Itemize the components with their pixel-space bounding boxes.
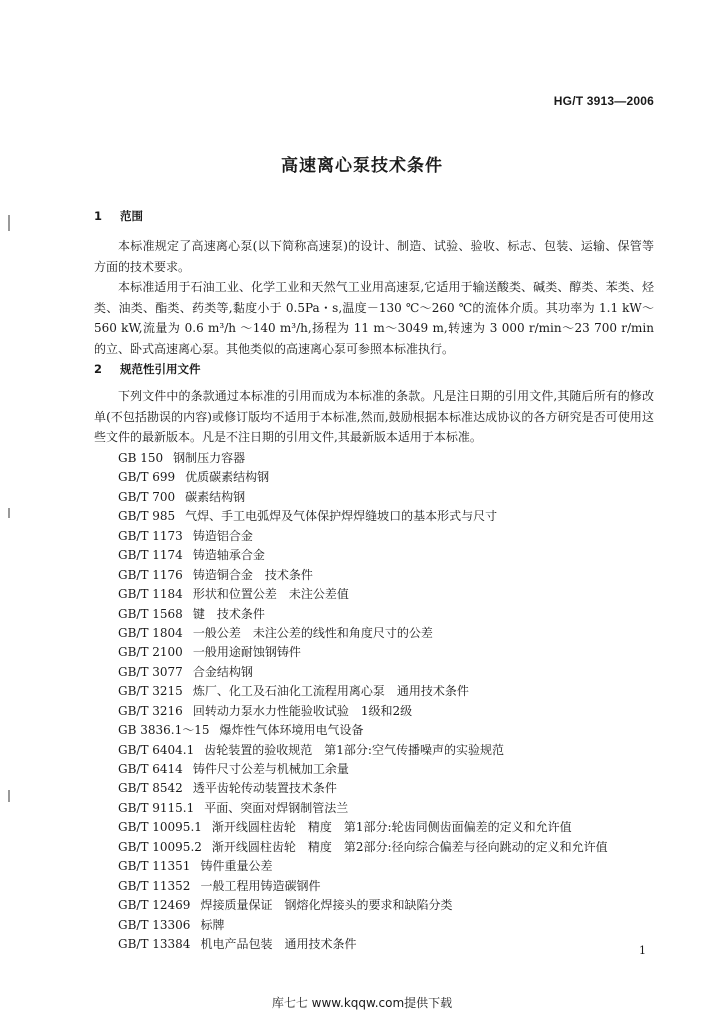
reference-title: 标牌 [200,917,225,932]
reference-title: 一般用途耐蚀钢铸件 [192,645,301,660]
document-title: 高速离心泵技术条件 [281,156,443,176]
reference-title: 铸造轴承合金 [192,548,265,563]
reference-list [118,449,608,954]
reference-item [118,605,608,624]
reference-code: GB/T 1173 [118,528,183,543]
scan-edge-mark [8,215,10,231]
scan-edge-mark [8,790,10,802]
reference-title: 钢制压力容器 [173,451,246,465]
reference-title: 平面、突面对焊钢制管法兰 [204,800,349,815]
download-footer: 库七七 www.kqqw.com提供下载 [271,996,453,1010]
reference-item [118,877,608,896]
reference-title: 渐开线圆柱齿轮 精度 第2部分:径向综合偏差与径向跳动的定义和允许值 [211,839,608,854]
reference-item [118,663,608,682]
section-title: 范围 [120,209,143,223]
section-heading-scope [94,208,143,224]
reference-item [118,760,608,779]
reference-item [118,449,608,468]
reference-code: GB/T 6414 [118,762,183,776]
standard-code: HG/T 3913—2006 [553,94,654,108]
reference-title: 气焊、手工电弧焊及气体保护焊焊缝坡口的基本形式与尺寸 [185,509,498,524]
reference-item [118,857,608,876]
reference-item [118,643,608,662]
reference-code: GB/T 1184 [118,587,183,602]
reference-title: 齿轮装置的验收规范 第1部分:空气传播噪声的实验规范 [204,742,504,757]
reference-code: GB/T 3215 [118,684,183,699]
reference-code: GB/T 6404.1 [118,742,195,757]
reference-code: GB/T 1174 [118,548,183,563]
reference-title: 铸件重量公差 [200,859,273,874]
reference-code: GB/T 13306 [118,917,191,932]
reference-item [118,935,608,954]
reference-item [118,507,608,526]
reference-code: GB/T 1804 [118,625,183,640]
reference-title: 形状和位置公差 未注公差值 [192,587,349,602]
reference-title: 铸件尺寸公差与机械加工余量 [192,762,349,776]
reference-item [118,488,608,507]
reference-title: 合金结构钢 [192,664,253,679]
paragraph-text: 下列文件中的条款通过本标准的引用而成为本标准的条款。凡是注日期的引用文件,其随后所有的修改单(不包括勘误的内容)或修订版均不适用于本标准,然而,鼓励根据本标准达成协议的各方研究是否可使用这些文件的最新版本。凡是不注日期的引用文件,其最新版本适用于本标准。 [94,389,654,444]
reference-code: GB/T 1568 [118,606,183,621]
reference-item [118,721,608,740]
reference-title: 铸造铝合金 [192,528,253,543]
reference-item [118,527,608,546]
reference-title: 渐开线圆柱齿轮 精度 第1部分:轮齿同侧齿面偏差的定义和允许值 [211,820,572,835]
reference-title: 回转动力泵水力性能验收试验 1级和2级 [192,703,413,718]
reference-code: GB/T 13384 [118,936,191,951]
reference-code: GB/T 11352 [118,878,191,893]
page-number: 1 [639,944,646,957]
reference-title: 键 技术条件 [192,606,265,621]
reference-item [118,624,608,643]
reference-title: 一般工程用铸造碳钢件 [200,878,321,893]
reference-item [118,838,608,857]
reference-code: GB/T 699 [118,470,176,485]
reference-code: GB/T 2100 [118,645,183,660]
reference-code: GB/T 11351 [118,859,191,874]
reference-item [118,799,608,818]
paragraph [94,277,654,359]
section-title: 规范性引用文件 [120,362,201,376]
reference-title: 爆炸性气体环境用电气设备 [219,723,364,738]
reference-item [118,896,608,915]
section-number: 1 [94,209,103,223]
reference-item [118,566,608,585]
reference-code: GB/T 12469 [118,898,191,913]
reference-item [118,818,608,837]
reference-item [118,741,608,760]
reference-title: 优质碳素结构钢 [185,470,270,485]
reference-code: GB/T 700 [118,489,176,504]
reference-title: 一般公差 未注公差的线性和角度尺寸的公差 [192,625,433,640]
reference-item [118,702,608,721]
reference-title: 碳素结构钢 [185,489,246,504]
reference-title: 铸造铜合金 技术条件 [192,567,313,582]
section-heading-normative-references [94,361,201,377]
reference-item [118,546,608,565]
reference-code: GB/T 1176 [118,567,183,582]
paragraph-text: 本标准适用于石油工业、化学工业和天然气工业用高速泵,它适用于输送酸类、碱类、醇类、苯类、烃类、油类、酯类、药类等,黏度小于 0.5Pa・s,温度－130 ℃～260 ℃的流体介质。其功率为 1.1 kW～560 kW,流量为 0.6 m³/h ～140 m³/h,扬程为 11 m～3049 m,转速为 3 000 r/min～23 700 r/min 的立、卧式高速离心泵。其他类似的高速离心泵可参照本标准执行。 [94,280,654,356]
reference-code: GB/T 10095.1 [118,820,202,835]
reference-title: 机电产品包装 通用技术条件 [200,936,357,951]
paragraph [94,236,654,277]
reference-item [118,916,608,935]
reference-item [118,468,608,487]
reference-item [118,585,608,604]
reference-item [118,779,608,798]
reference-code: GB 3836.1～15 [118,723,210,738]
reference-title: 透平齿轮传动装置技术条件 [192,781,337,796]
reference-code: GB/T 3216 [118,703,183,718]
reference-title: 焊接质量保证 钢熔化焊接头的要求和缺陷分类 [200,898,453,913]
reference-code: GB/T 10095.2 [118,839,202,854]
section-number: 2 [94,362,103,376]
reference-item [118,682,608,701]
reference-code: GB/T 9115.1 [118,800,195,815]
paragraph-text: 本标准规定了高速离心泵(以下简称高速泵)的设计、制造、试验、验收、标志、包装、运输、保管等方面的技术要求。 [94,239,654,274]
reference-code: GB/T 3077 [118,664,183,679]
reference-title: 炼厂、化工及石油化工流程用离心泵 通用技术条件 [192,684,469,699]
scan-edge-mark [8,508,10,518]
reference-code: GB/T 8542 [118,781,183,796]
reference-code: GB 150 [118,451,164,465]
reference-code: GB/T 985 [118,509,176,524]
paragraph [94,386,654,448]
